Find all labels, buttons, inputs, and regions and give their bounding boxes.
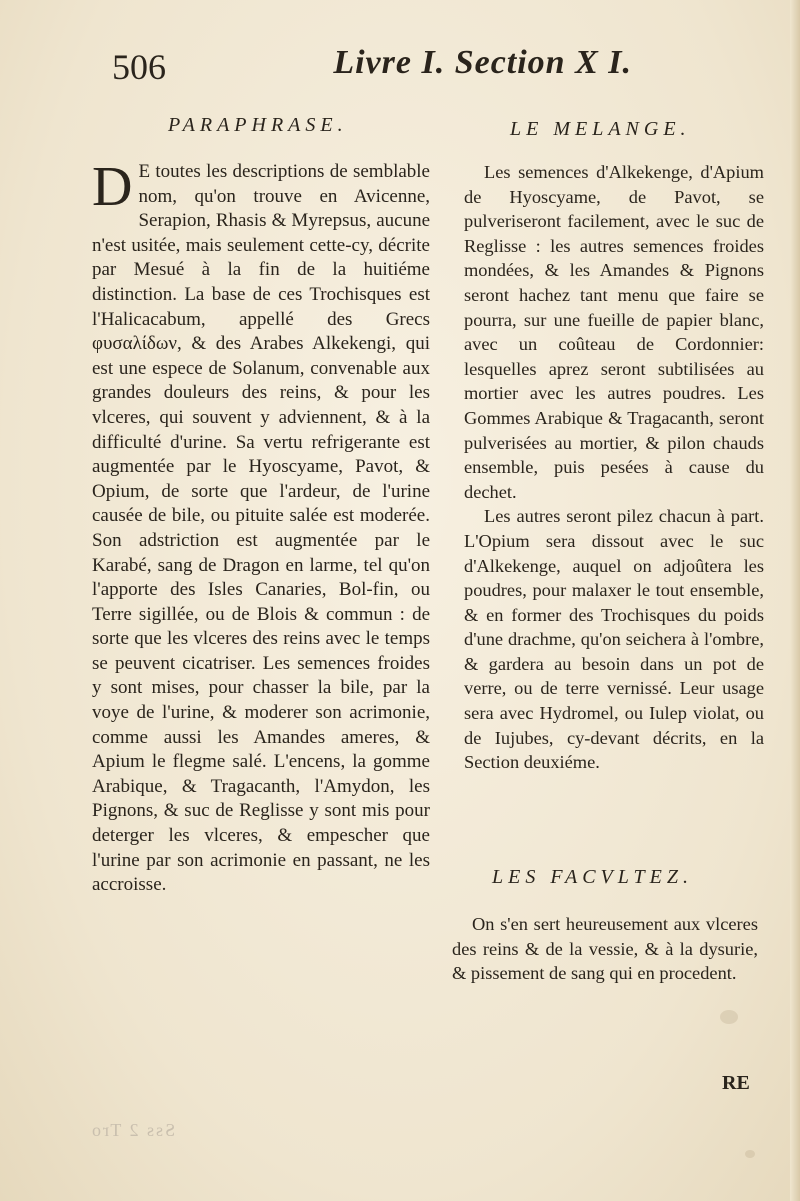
facultez-text: On s'en sert heureusement aux vlceres des reins & de la vessie, & à la dysurie, & pissement de sang qui en procedent. [452,914,758,984]
melange-paragraph: Les semences d'Alkekenge, d'Apium de Hyoscyame, de Pavot, se pulveriseront facilement, avec le suc de Reglisse : les autres semences froides mondées, & les Amandes & Pignons seront hachez tant menu que faire se pourra, sur une fueille de papier blanc, avec un coûteau de Cordonnier: lesquelles aprez seront subtilisées au mortier avec les autres poudres. Les Gommes Arabique & Tragacanth, seront pulverisées au mortier, & pilon chauds ensemble, puis pesées à cause du dechet. [464,162,764,502]
running-head: Livre I. Section X I. [333,44,632,81]
catchword: RE [722,1072,750,1094]
paraphrase-column [92,156,430,898]
page-header [112,42,632,92]
paraphrase-text: E toutes les descriptions de semblable nom, qu'on trouve en Avicenne, Serapion, Rhasis & Myrepsus, aucune n'est usitée, mais seulement cette-cy, décrite par Mesué à la fin de la huitiéme distinction. La base de ces Trochisques est l'Halicacabum, appellé des Grecs φυσαλίδων, & des Arabes Alkekengi, qui est une espece de Solanum, convenable aux grandes douleurs des reins, & pour les vlceres, qui souvent y adviennent, & à la difficulté d'urine. Sa vertu refrigerante est augmentée par le Hyoscyame, Pavot, & Opium, de sorte que l'ardeur, de l'urine causée de bile, ou pituite salée est moderée. Son adstriction est augmentée par le Karabé, sang de Dragon en larme, tel qu'on l'apporte des Isles Canaries, Bol-fin, ou Terre sigillée, ou de Blois & commun : de sorte que les vlceres des reins avec le temps se peuvent cicatriser. Les semences froides y sont mises, pour chasser la bile, par la voye de l'urine, & moderer son acrimonie, comme aussi les Amandes ameres, & Apium le flegme salé. L'encens, la gomme Arabique, & Tragacanth, l'Amydon, les Pignons, & suc de Reglisse y sont mis pour deterger les vlceres, & empescher que l'urine par son acrimonie en passant, ne les accroisse. [92,161,430,896]
melange-column [464,160,764,775]
paper-stain [745,1150,755,1158]
melange-heading: LE MELANGE. [510,118,691,140]
page-number: 506 [112,47,166,87]
facultez-column [452,912,758,986]
bleed-through-text: Sss 2 Tro [90,1120,176,1140]
paraphrase-heading: PARAPHRASE. [168,114,348,136]
page-edge [790,0,800,1201]
melange-paragraph: Les autres seront pilez chacun à part. L'Opium sera dissout avec le suc d'Alkekenge, auquel on adjoûtera les poudres, pour malaxer le tout ensemble, & en former des Trochisques du poids d'une drachme, qu'on seichera à l'ombre, & gardera au besoin dans un pot de verre, ou de terre vernissé. Leur usage sera avec Hydromel, ou Iulep violat, ou de Iujubes, cy-devant décrits, en la Section deuxiéme. [464,506,764,773]
drop-cap: D [92,156,133,218]
facultez-heading: LES FACVLTEZ. [492,866,693,888]
paper-stain [720,1010,738,1024]
